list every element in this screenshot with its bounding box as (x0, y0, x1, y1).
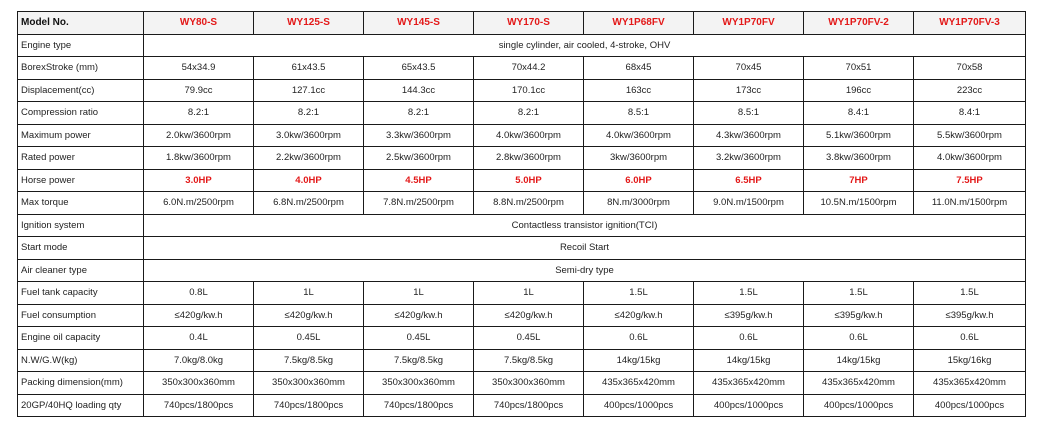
value-cell: 3.8kw/3600rpm (804, 147, 914, 170)
value-cell: 7.5kg/8.5kg (474, 349, 584, 372)
row-label-cell: Packing dimension(mm) (18, 372, 144, 395)
merged-value-cell: Recoil Start (144, 237, 1026, 260)
value-cell: 350x300x360mm (474, 372, 584, 395)
row-label-cell: Compression ratio (18, 102, 144, 125)
value-cell: 3kw/3600rpm (584, 147, 694, 170)
value-cell: ≤395g/kw.h (914, 304, 1026, 327)
spec-table-body (18, 12, 1026, 417)
spec-row (18, 304, 1026, 327)
row-label-cell: N.W/G.W(kg) (18, 349, 144, 372)
row-label-cell: Displacement(cc) (18, 79, 144, 102)
row-label-cell: Max torque (18, 192, 144, 215)
value-cell: 0.45L (364, 327, 474, 350)
spec-row (18, 124, 1026, 147)
value-cell: 8N.m/3000rpm (584, 192, 694, 215)
spec-row (18, 349, 1026, 372)
spec-row (18, 259, 1026, 282)
spec-table (17, 11, 1026, 417)
value-cell: 4.0kw/3600rpm (914, 147, 1026, 170)
spec-row (18, 192, 1026, 215)
value-cell: 2.0kw/3600rpm (144, 124, 254, 147)
value-cell: 68x45 (584, 57, 694, 80)
spec-row (18, 57, 1026, 80)
value-cell: 54x34.9 (144, 57, 254, 80)
value-cell: 8.8N.m/2500rpm (474, 192, 584, 215)
value-cell: 0.6L (914, 327, 1026, 350)
value-cell: 740pcs/1800pcs (364, 394, 474, 417)
value-cell: 400pcs/1000pcs (694, 394, 804, 417)
value-cell: 127.1cc (254, 79, 364, 102)
value-cell: 223cc (914, 79, 1026, 102)
value-cell: ≤395g/kw.h (694, 304, 804, 327)
value-cell: 6.0N.m/2500rpm (144, 192, 254, 215)
value-cell: 435x365x420mm (914, 372, 1026, 395)
model-header-cell: WY145-S (364, 12, 474, 35)
value-cell: 7.5kg/8.5kg (254, 349, 364, 372)
value-cell: 5.1kw/3600rpm (804, 124, 914, 147)
value-cell: 0.6L (804, 327, 914, 350)
value-cell: 8.4:1 (804, 102, 914, 125)
value-cell: 7.5kg/8.5kg (364, 349, 474, 372)
value-cell: 6.5HP (694, 169, 804, 192)
value-cell: 0.6L (694, 327, 804, 350)
value-cell: 5.0HP (474, 169, 584, 192)
value-cell: 2.2kw/3600rpm (254, 147, 364, 170)
model-header-cell: WY1P70FV (694, 12, 804, 35)
value-cell: 4.3kw/3600rpm (694, 124, 804, 147)
value-cell: 144.3cc (364, 79, 474, 102)
value-cell: ≤395g/kw.h (804, 304, 914, 327)
value-cell: 8.2:1 (364, 102, 474, 125)
row-label-cell: 20GP/40HQ loading qty (18, 394, 144, 417)
value-cell: 7.5HP (914, 169, 1026, 192)
value-cell: 2.5kw/3600rpm (364, 147, 474, 170)
value-cell: 163cc (584, 79, 694, 102)
value-cell: 0.8L (144, 282, 254, 305)
value-cell: 0.45L (254, 327, 364, 350)
spec-row (18, 214, 1026, 237)
value-cell: 65x43.5 (364, 57, 474, 80)
model-header-cell: WY1P70FV-2 (804, 12, 914, 35)
value-cell: 8.2:1 (474, 102, 584, 125)
value-cell: 8.5:1 (584, 102, 694, 125)
value-cell: 1L (364, 282, 474, 305)
value-cell: 7.0kg/8.0kg (144, 349, 254, 372)
value-cell: 435x365x420mm (584, 372, 694, 395)
value-cell: ≤420g/kw.h (364, 304, 474, 327)
value-cell: 14kg/15kg (694, 349, 804, 372)
value-cell: 4.5HP (364, 169, 474, 192)
value-cell: 350x300x360mm (254, 372, 364, 395)
value-cell: 4.0kw/3600rpm (474, 124, 584, 147)
value-cell: 740pcs/1800pcs (254, 394, 364, 417)
value-cell: 8.2:1 (254, 102, 364, 125)
value-cell: 70x45 (694, 57, 804, 80)
value-cell: 1L (474, 282, 584, 305)
value-cell: 8.2:1 (144, 102, 254, 125)
value-cell: 7.8N.m/2500rpm (364, 192, 474, 215)
value-cell: 173cc (694, 79, 804, 102)
value-cell: 11.0N.m/1500rpm (914, 192, 1026, 215)
value-cell: 61x43.5 (254, 57, 364, 80)
value-cell: 3.0kw/3600rpm (254, 124, 364, 147)
spec-row (18, 282, 1026, 305)
spec-row (18, 372, 1026, 395)
row-label-cell: Fuel tank capacity (18, 282, 144, 305)
row-label-cell: Horse power (18, 169, 144, 192)
value-cell: 7HP (804, 169, 914, 192)
spec-row (18, 79, 1026, 102)
value-cell: 1.5L (694, 282, 804, 305)
row-label-cell: BorexStroke (mm) (18, 57, 144, 80)
value-cell: 8.5:1 (694, 102, 804, 125)
value-cell: 0.45L (474, 327, 584, 350)
row-label-cell: Maximum power (18, 124, 144, 147)
value-cell: 4.0HP (254, 169, 364, 192)
value-cell: ≤420g/kw.h (474, 304, 584, 327)
model-header-cell: WY170-S (474, 12, 584, 35)
value-cell: 0.4L (144, 327, 254, 350)
value-cell: 3.2kw/3600rpm (694, 147, 804, 170)
value-cell: 14kg/15kg (584, 349, 694, 372)
value-cell: 5.5kw/3600rpm (914, 124, 1026, 147)
row-label-cell: Rated power (18, 147, 144, 170)
value-cell: 2.8kw/3600rpm (474, 147, 584, 170)
value-cell: 400pcs/1000pcs (584, 394, 694, 417)
row-label-cell: Air cleaner type (18, 259, 144, 282)
value-cell: 400pcs/1000pcs (804, 394, 914, 417)
value-cell: 435x365x420mm (694, 372, 804, 395)
header-label-cell: Model No. (18, 12, 144, 35)
header-row (18, 12, 1026, 35)
value-cell: 10.5N.m/1500rpm (804, 192, 914, 215)
value-cell: 6.0HP (584, 169, 694, 192)
value-cell: 0.6L (584, 327, 694, 350)
model-header-cell: WY1P68FV (584, 12, 694, 35)
spec-row (18, 237, 1026, 260)
model-header-cell: WY80-S (144, 12, 254, 35)
value-cell: 350x300x360mm (364, 372, 474, 395)
value-cell: 8.4:1 (914, 102, 1026, 125)
value-cell: 435x365x420mm (804, 372, 914, 395)
spec-row (18, 34, 1026, 57)
value-cell: 70x51 (804, 57, 914, 80)
spec-row (18, 394, 1026, 417)
value-cell: 3.3kw/3600rpm (364, 124, 474, 147)
spec-row (18, 102, 1026, 125)
value-cell: 1L (254, 282, 364, 305)
row-label-cell: Start mode (18, 237, 144, 260)
row-label-cell: Engine type (18, 34, 144, 57)
value-cell: ≤420g/kw.h (254, 304, 364, 327)
spec-row (18, 327, 1026, 350)
value-cell: 14kg/15kg (804, 349, 914, 372)
value-cell: 740pcs/1800pcs (474, 394, 584, 417)
value-cell: 400pcs/1000pcs (914, 394, 1026, 417)
value-cell: 3.0HP (144, 169, 254, 192)
model-header-cell: WY125-S (254, 12, 364, 35)
value-cell: 6.8N.m/2500rpm (254, 192, 364, 215)
value-cell: 1.5L (804, 282, 914, 305)
merged-value-cell: Semi-dry type (144, 259, 1026, 282)
merged-value-cell: single cylinder, air cooled, 4-stroke, OHV (144, 34, 1026, 57)
value-cell: 1.5L (914, 282, 1026, 305)
value-cell: 70x58 (914, 57, 1026, 80)
row-label-cell: Engine oil capacity (18, 327, 144, 350)
spec-row (18, 147, 1026, 170)
value-cell: 79.9cc (144, 79, 254, 102)
value-cell: ≤420g/kw.h (584, 304, 694, 327)
value-cell: 350x300x360mm (144, 372, 254, 395)
value-cell: 170.1cc (474, 79, 584, 102)
value-cell: 740pcs/1800pcs (144, 394, 254, 417)
row-label-cell: Fuel consumption (18, 304, 144, 327)
merged-value-cell: Contactless transistor ignition(TCI) (144, 214, 1026, 237)
value-cell: 196cc (804, 79, 914, 102)
value-cell: 9.0N.m/1500rpm (694, 192, 804, 215)
value-cell: 4.0kw/3600rpm (584, 124, 694, 147)
value-cell: 15kg/16kg (914, 349, 1026, 372)
value-cell: 1.5L (584, 282, 694, 305)
row-label-cell: Ignition system (18, 214, 144, 237)
model-header-cell: WY1P70FV-3 (914, 12, 1026, 35)
value-cell: 1.8kw/3600rpm (144, 147, 254, 170)
spec-row (18, 169, 1026, 192)
value-cell: 70x44.2 (474, 57, 584, 80)
value-cell: ≤420g/kw.h (144, 304, 254, 327)
